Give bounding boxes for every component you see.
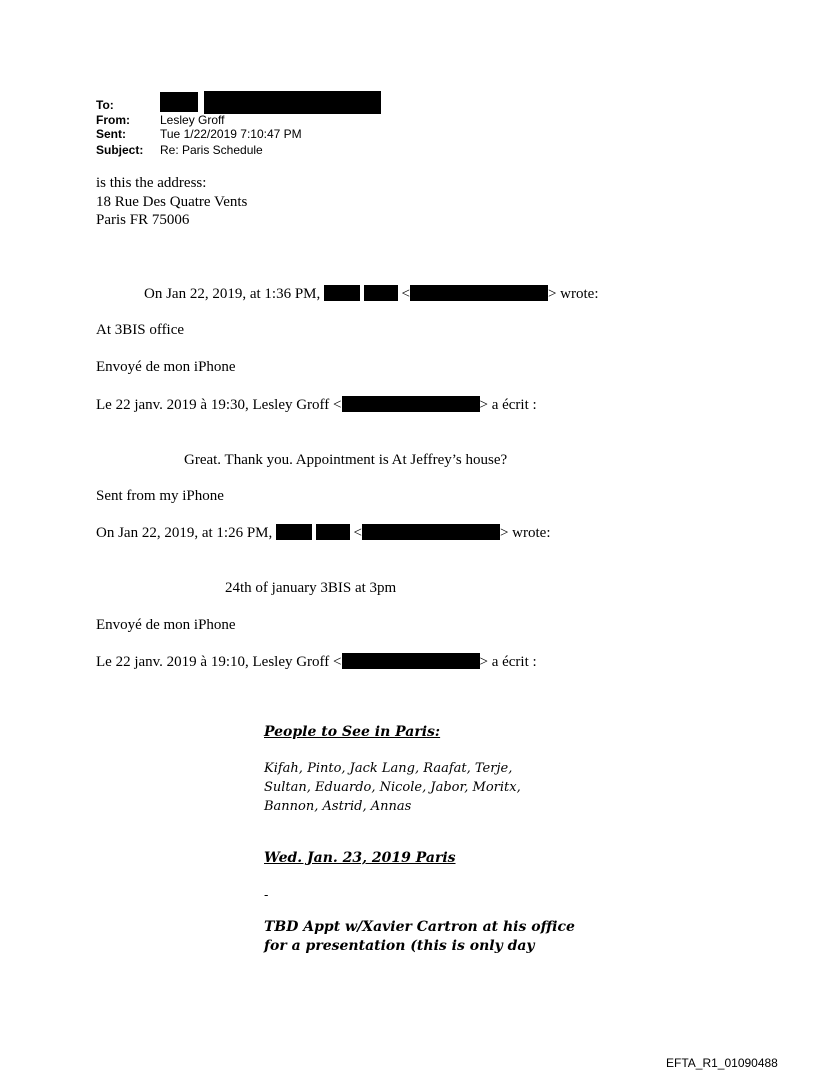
body-line: At 3BIS office	[96, 322, 185, 338]
body-line: 18 Rue Des Quatre Vents	[96, 194, 248, 210]
sent-value: Tue 1/22/2019 7:10:47 PM	[160, 127, 302, 141]
people-line: Kifah, Pinto, Jack Lang, Raafat, Terje,	[264, 761, 513, 776]
people-line: Bannon, Astrid, Annas	[264, 799, 412, 814]
body-line: is this the address:	[96, 175, 207, 191]
document-id: EFTA_R1_01090488	[666, 1056, 778, 1070]
dash: -	[264, 888, 269, 903]
lt-char: <	[353, 525, 362, 541]
redacted-box	[342, 396, 480, 412]
quote-suffix: > a écrit :	[479, 397, 537, 413]
redacted-box	[410, 285, 548, 301]
date-heading: Wed. Jan. 23, 2019 Paris	[264, 850, 456, 866]
quote-line	[96, 396, 537, 414]
quote-line	[96, 524, 551, 542]
from-value: Lesley Groff	[160, 113, 225, 127]
quote-prefix: On Jan 22, 2019, at 1:26 PM,	[96, 525, 273, 541]
body-line: Envoyé de mon iPhone	[96, 617, 236, 633]
body-line: 24th of january 3BIS at 3pm	[225, 580, 397, 596]
redacted-box	[204, 91, 381, 114]
body-line: Great. Thank you. Appointment is At Jeffrey’s house?	[184, 452, 508, 468]
quote-line	[96, 653, 537, 671]
redacted-box	[316, 524, 350, 540]
subject-value: Re: Paris Schedule	[160, 143, 263, 157]
from-label: From:	[96, 113, 130, 127]
people-heading: People to See in Paris:	[264, 724, 441, 740]
redacted-box	[324, 285, 360, 301]
body-line: Envoyé de mon iPhone	[96, 359, 236, 375]
quote-suffix: > a écrit :	[479, 654, 537, 670]
redacted-box	[362, 524, 500, 540]
quote-suffix: > wrote:	[499, 525, 551, 541]
quote-line	[144, 285, 599, 303]
quote-suffix: > wrote:	[547, 286, 599, 302]
quote-prefix: Le 22 janv. 2019 à 19:10, Lesley Groff <	[96, 654, 342, 670]
redacted-box	[342, 653, 480, 669]
body-line: Sent from my iPhone	[96, 488, 224, 504]
tbd-line: TBD Appt w/Xavier Cartron at his office	[264, 919, 575, 935]
subject-label: Subject:	[96, 143, 144, 157]
sent-label: Sent:	[96, 127, 126, 141]
quote-prefix: On Jan 22, 2019, at 1:36 PM,	[144, 286, 321, 302]
people-line: Sultan, Eduardo, Nicole, Jabor, Moritx,	[264, 780, 521, 795]
body-line: Paris FR 75006	[96, 212, 190, 228]
redacted-box	[276, 524, 312, 540]
lt-char: <	[401, 286, 410, 302]
tbd-line: for a presentation (this is only day	[264, 938, 535, 954]
redacted-box	[160, 92, 198, 112]
to-label: To:	[96, 98, 114, 112]
quote-prefix: Le 22 janv. 2019 à 19:30, Lesley Groff <	[96, 397, 342, 413]
redacted-box	[364, 285, 398, 301]
